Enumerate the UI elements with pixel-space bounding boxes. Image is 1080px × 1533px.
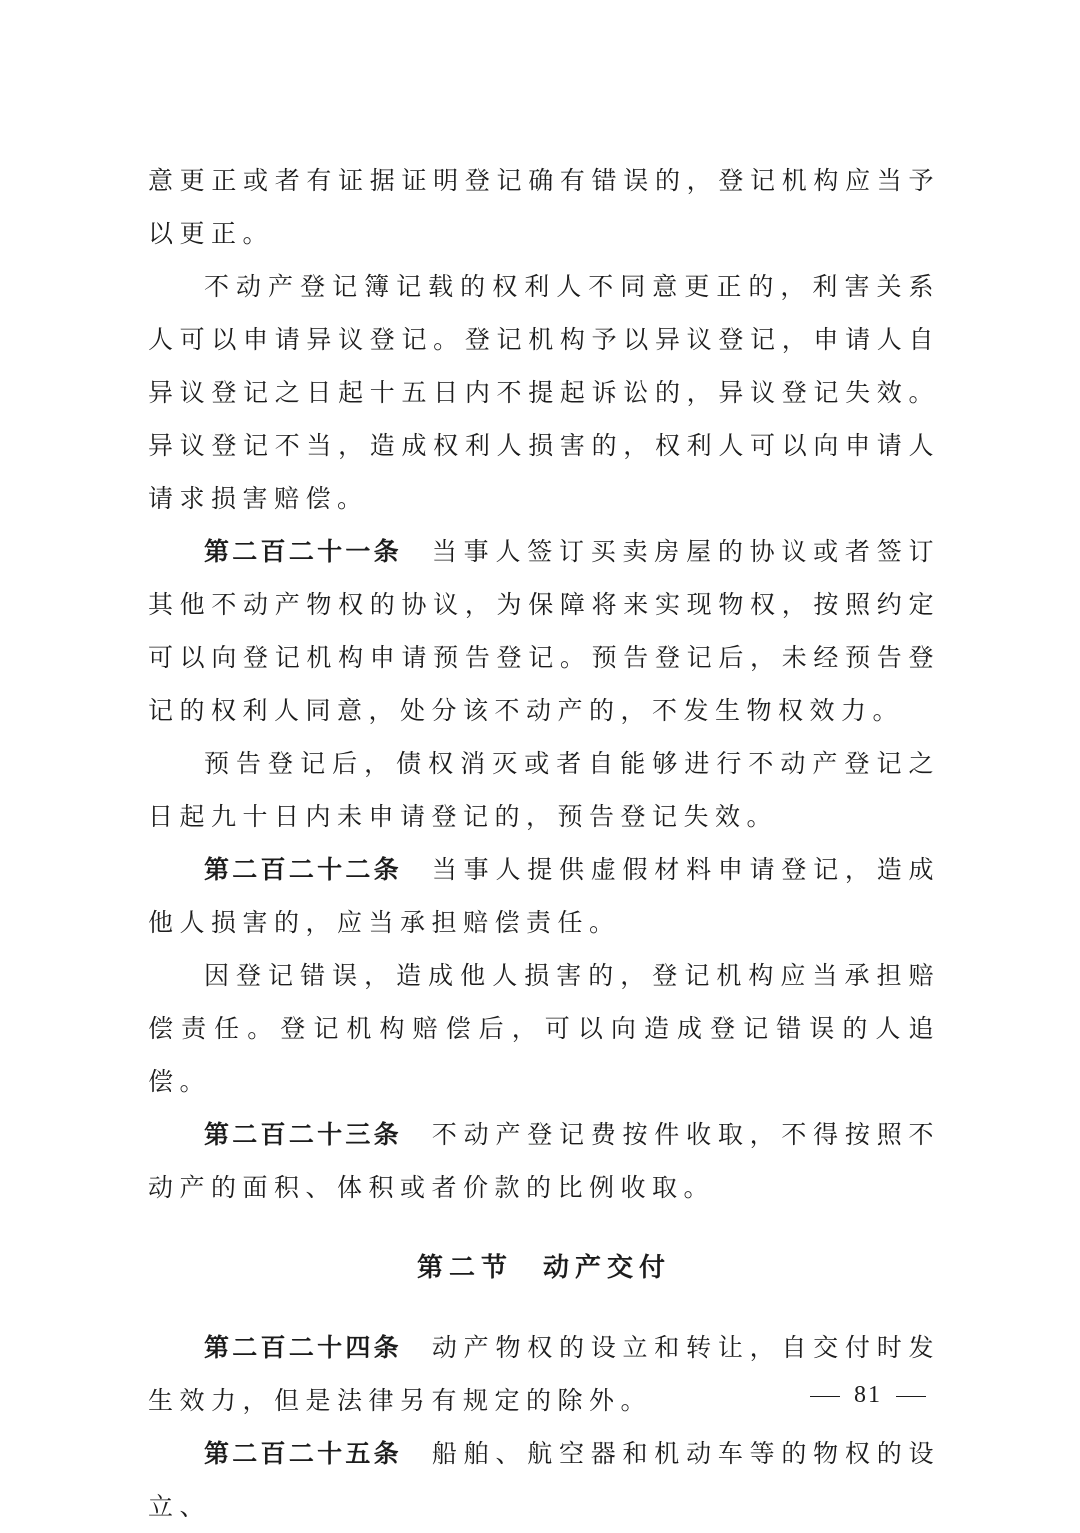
dash-left: [810, 1396, 840, 1397]
article-text: 当事人提供虚假材料申请登记，造成他人损害的，应当承担赔偿责任。: [148, 855, 940, 937]
section-number: 第二节: [416, 1253, 513, 1283]
article-text: 当事人签订买卖房屋的协议或者签订其他不动产物权的协议，为保障将来实现物权，按照约定可以向登记机构申请预告登记。预告登记后，未经预告登记的权利人同意，处分该不动产的，不发生物权效力。: [148, 537, 940, 725]
article-number: 第二百二十一条: [204, 537, 402, 566]
article-text: 船舶、航空器和机动车等的物权的设立、: [148, 1439, 940, 1521]
article-223: [148, 1108, 940, 1214]
article-number: 第二百二十三条: [204, 1120, 402, 1149]
paragraph-text: 不动产登记簿记载的权利人不同意更正的，利害关系人可以申请异议登记。登记机构予以异议登记，申请人自异议登记之日起十五日内不提起诉讼的，异议登记失效。异议登记不当，造成权利人损害的，权利人可以向申请人请求损害赔偿。: [148, 272, 940, 513]
paragraph-text: 因登记错误，造成他人损害的，登记机构应当承担赔偿责任。登记机构赔偿后，可以向造成登记错误的人追偿。: [148, 961, 940, 1096]
section-title: 动产交付: [543, 1253, 672, 1283]
article-number: 第二百二十二条: [204, 855, 402, 884]
article-221: [148, 525, 940, 737]
article-number: 第二百二十四条: [204, 1333, 402, 1362]
document-page: [148, 0, 940, 1527]
page-number: [796, 1380, 940, 1410]
paragraph-text: 预告登记后，债权消灭或者自能够进行不动产登记之日起九十日内未申请登记的，预告登记失效。: [148, 749, 940, 831]
paragraph: [148, 949, 940, 1108]
page-number-value: 81: [854, 1382, 882, 1408]
article-number: 第二百二十五条: [204, 1439, 402, 1468]
paragraph-text: 意更正或者有证据证明登记确有错误的，登记机构应当予以更正。: [148, 166, 940, 248]
article-222: [148, 843, 940, 949]
paragraph: [148, 260, 940, 525]
paragraph: [148, 737, 940, 843]
dash-right: [896, 1396, 926, 1397]
paragraph-continuation: [148, 154, 940, 260]
document-body: [148, 154, 940, 1533]
article-text: 动产物权的设立和转让，自交付时发生效力，但是法律另有规定的除外。: [148, 1333, 940, 1415]
article-text: 不动产登记费按件收取，不得按照不动产的面积、体积或者价款的比例收取。: [148, 1120, 940, 1202]
article-225: [148, 1427, 940, 1533]
article-224: [148, 1321, 940, 1427]
section-heading: [148, 1242, 940, 1295]
